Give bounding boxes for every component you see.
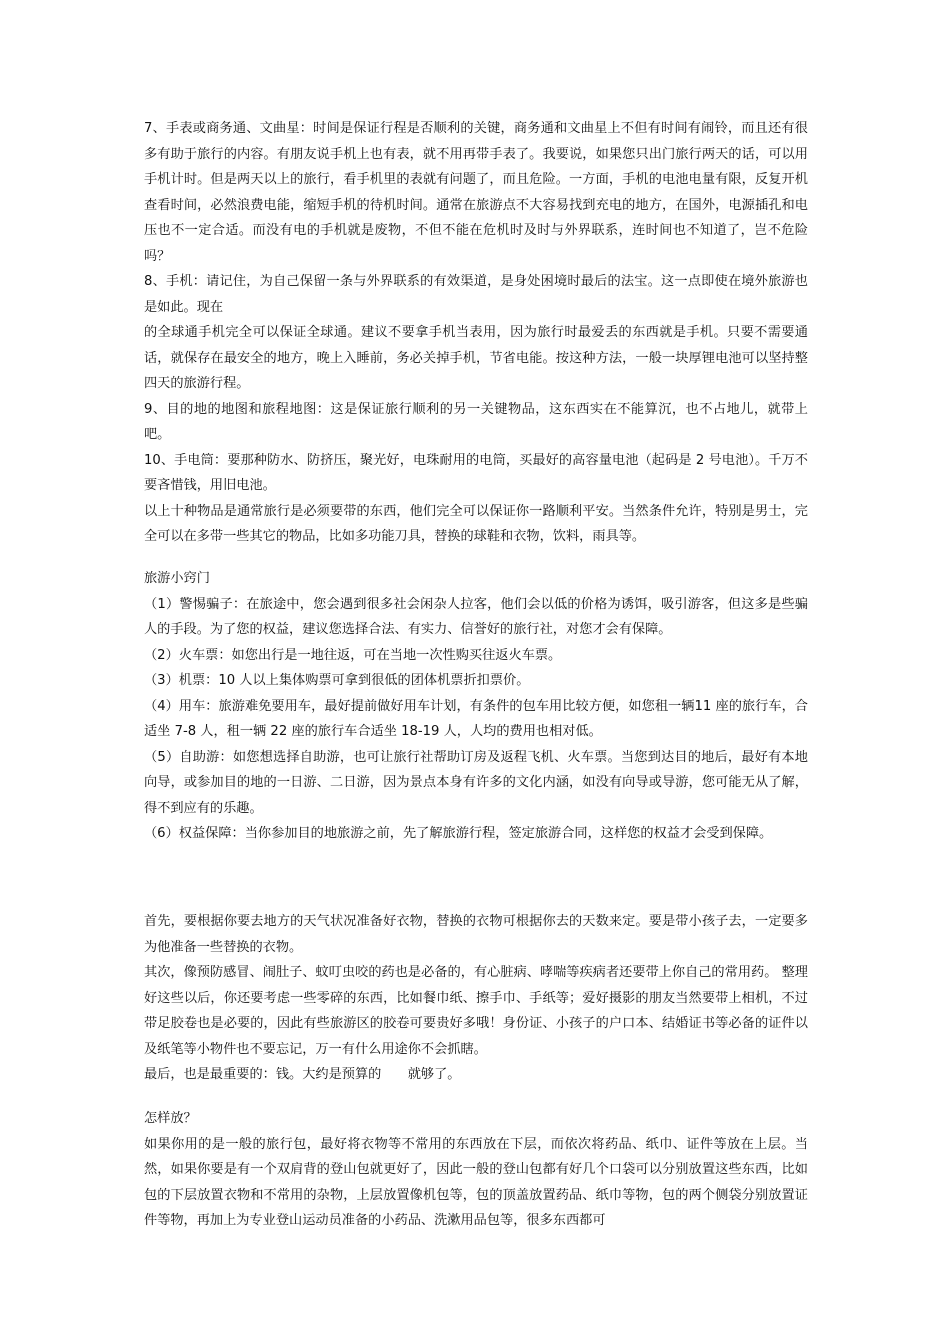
tip-air-tickets: （3）机票：10 人以上集体购票可拿到很低的团体机票折扣票价。 <box>144 673 530 688</box>
section-how-to-pack <box>144 1106 808 1234</box>
tip-vehicle: （4）用车：旅游难免要用车，最好提前做好用车计划，有条件的包车用比较方便，如您租一辆11 座的旅行车，合适坐 7-8 人，租一辆 22 座的旅行车合适坐 18-19 人，人均的费用也相对低。 <box>144 698 808 739</box>
tip-scams: （1）警惕骗子：在旅途中，您会遇到很多社会闲杂人拉客，他们会以低的价格为诱饵，吸引游客，但这多是些骗人的手段。为了您的权益，建议您选择合法、有实力、信誉好的旅行社，对您才会有保障。 <box>144 596 808 637</box>
tip-rights: （6）权益保障：当你参加目的地旅游之前，先了解旅游行程，签定旅游合同，这样您的权益才会受到保障。 <box>144 826 773 841</box>
paragraph-money: 最后，也是最重要的：钱。大约是预算的 就够了。 <box>144 1067 461 1082</box>
tip-self-guided: （5）自助游：如您想选择自助游，也可让旅行社帮助订房及返程飞机、火车票。当您到达目的地后，最好有本地向导，或参加目的地的一日游、二日游，因为景点本身有许多的文化内涵，如没有向导或导游，您可能无从了解，得不到应有的乐趣。 <box>144 749 808 816</box>
paragraph-medicine: 其次，像预防感冒、闹肚子、蚊叮虫咬的药也是必备的，有心脏病、哮喘等疾病者还要带上你自己的常用药。 整理好这些以后，你还要考虑一些零碎的东西，比如餐巾纸、擦手巾、手纸等；爱好摄影的朋友当然要带上相机，不过带足胶卷也是必要的，因此有些旅游区的胶卷可要贵好多哦！身份证、小孩子的户口本、结婚证书等必备的证件以及纸笔等小物件也不要忘记，万一有什么用途你不会抓瞎。 <box>144 965 808 1057</box>
paragraph-summary: 以上十种物品是通常旅行是必须要带的东西，他们完全可以保证你一路顺利平安。当然条件允许，特别是男士，完全可以在多带一些其它的物品，比如多功能刀具，替换的球鞋和衣物，饮料，雨具等。 <box>144 503 808 544</box>
section-title-travel-tips: 旅游小窍门 <box>144 571 210 586</box>
paragraph-phone-detail: 的全球通手机完全可以保证全球通。建议不要拿手机当表用，因为旅行时最爱丢的东西就是手机。只要不需要通话，就保存在最安全的地方，晚上入睡前，务必关掉手机，节省电能。按这种方法，一般一块厚锂电池可以坚持整四天的旅游行程。 <box>144 325 808 391</box>
section-title-how-to-pack: 怎样放？ <box>144 1111 197 1126</box>
section-packing <box>144 909 808 1088</box>
tip-train-tickets: （2）火车票：如您出行是一地往返，可在当地一次性购买往返火车票。 <box>144 647 562 663</box>
paragraph-clothing: 首先，要根据你要去地方的天气状况准备好衣物，替换的衣物可根据你去的天数来定。要是带小孩子去，一定要多为他准备一些替换的衣物。 <box>144 914 808 955</box>
paragraph-bag-layout: 如果你用的是一般的旅行包，最好将衣物等不常用的东西放在下层，而依次将药品、纸巾、证件等放在上层。当然，如果你要是有一个双肩背的登山包就更好了，因此一般的登山包都有好几个口袋可以分别放置这些东西，比如包的下层放置衣物和不常用的杂物，上层放置像机包等，包的顶盖放置药品、纸巾等物，包的两个侧袋分别放置证件等物，再加上为专业登山运动员准备的小药品、洗漱用品包等，很多东西都可 <box>144 1136 808 1228</box>
paragraph-watch: 7、手表或商务通、文曲星：时间是保证行程是否顺利的关键，商务通和文曲星上不但有时间有闹铃，而且还有很多有助于旅行的内容。有朋友说手机上也有表，就不用再带手表了。我要说，如果您只出门旅行两天的话，可以用手机计时。但是两天以上的旅行，看手机里的表就有问题了，而且危险。一方面，手机的电池电量有限，反复开机查看时间，必然浪费电能，缩短手机的待机时间。通常在旅游点不大容易找到充电的地方，在国外，电源插孔和电压也不一定合适。而没有电的手机就是废物，不但不能在危机时及时与外界联系，连时间也不知道了，岂不危险吗？ <box>144 121 808 264</box>
paragraph-flashlight: 10、手电筒：要那种防水、防挤压，聚光好，电珠耐用的电筒，买最好的高容量电池（起码是 2 号电池）。千万不要吝惜钱，用旧电池。 <box>144 452 808 493</box>
section-travel-tips <box>144 566 808 847</box>
section-essential-items <box>144 116 808 550</box>
paragraph-phone-intro: 8、手机：请记住，为自己保留一条与外界联系的有效渠道，是身处困境时最后的法宝。这一点即使在境外旅游也是如此。现在 <box>144 274 808 315</box>
paragraph-maps: 9、目的地的地图和旅程地图：这是保证旅行顺利的另一关键物品，这东西实在不能算沉，也不占地儿，就带上吧。 <box>144 401 808 442</box>
